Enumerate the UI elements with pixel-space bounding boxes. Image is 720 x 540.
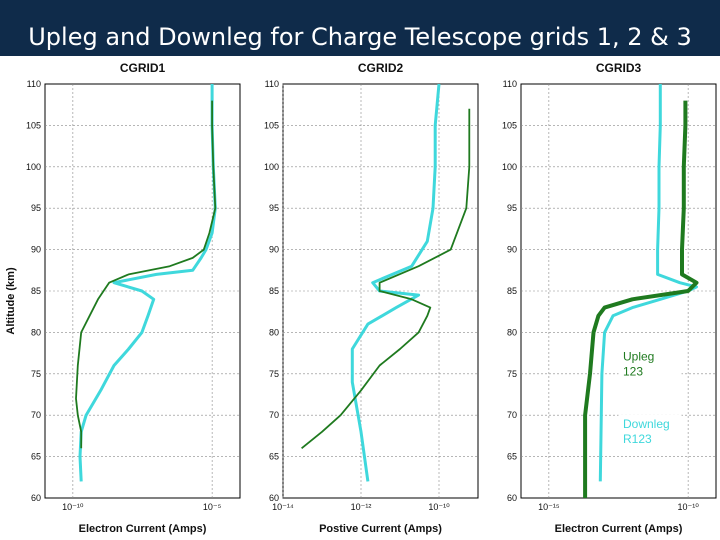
y-tick-label: 90: [30, 244, 41, 255]
y-tick-label: 105: [263, 120, 279, 131]
y-tick-label: 65: [506, 451, 517, 462]
chart-cgrid3: [0, 56, 720, 540]
y-tick-label: 70: [30, 410, 41, 421]
y-tick-label: 80: [506, 327, 517, 338]
slide-title: Upleg and Downleg for Charge Telescope grids 1, 2 & 3: [28, 23, 692, 51]
y-tick-label: 70: [268, 410, 279, 421]
y-tick-label: 65: [268, 451, 279, 462]
x-tick-label: 10⁻¹⁴: [272, 502, 294, 512]
panel-title: CGRID2: [357, 61, 404, 75]
x-tick-label: 10⁻¹⁰: [62, 502, 84, 512]
x-axis-label: Electron Current (Amps): [78, 523, 207, 535]
legend-label-upleg: 123: [623, 364, 644, 379]
y-tick-label: 75: [506, 368, 517, 379]
panel-title: CGRID3: [595, 61, 642, 75]
x-tick-label: 10⁻⁵: [202, 502, 222, 512]
y-tick-label: 105: [25, 120, 41, 131]
y-tick-label: 85: [506, 286, 517, 296]
y-tick-label: 85: [30, 286, 41, 296]
y-tick-label: 80: [30, 327, 41, 338]
x-tick-label: 10⁻¹⁰: [428, 502, 450, 512]
legend-label-upleg: Upleg: [623, 349, 655, 364]
y-axis-label: Altitude (km): [5, 267, 17, 335]
x-axis-label: Postive Current (Amps): [319, 523, 442, 535]
y-tick-label: 95: [506, 203, 517, 214]
y-tick-label: 100: [25, 161, 41, 172]
y-tick-label: 100: [263, 161, 279, 172]
panel-title: CGRID1: [119, 61, 166, 75]
y-tick-label: 105: [501, 120, 517, 131]
y-tick-label: 90: [506, 244, 517, 255]
y-tick-label: 75: [30, 368, 41, 379]
y-tick-label: 60: [268, 493, 279, 503]
y-tick-label: 100: [501, 161, 517, 172]
x-tick-label: 10⁻¹⁵: [538, 502, 560, 512]
y-tick-label: 60: [506, 493, 517, 503]
y-tick-label: 85: [268, 286, 279, 296]
y-tick-label: 60: [30, 493, 41, 503]
legend-label-downleg: R123: [623, 432, 652, 447]
y-tick-label: 90: [268, 244, 279, 255]
y-tick-label: 80: [268, 327, 279, 338]
y-tick-label: 110: [26, 79, 41, 89]
x-tick-label: 10⁻¹²: [350, 502, 372, 512]
x-axis-label: Electron Current (Amps): [554, 523, 683, 535]
y-tick-label: 95: [30, 203, 41, 214]
y-tick-label: 65: [30, 451, 41, 462]
y-tick-label: 110: [264, 79, 279, 89]
legend-label-downleg: Downleg: [623, 417, 670, 432]
y-tick-label: 70: [506, 410, 517, 421]
x-tick-label: 10⁻¹⁰: [677, 502, 699, 512]
y-tick-label: 95: [268, 203, 279, 214]
y-tick-label: 75: [268, 368, 279, 379]
y-tick-label: 110: [502, 79, 517, 89]
